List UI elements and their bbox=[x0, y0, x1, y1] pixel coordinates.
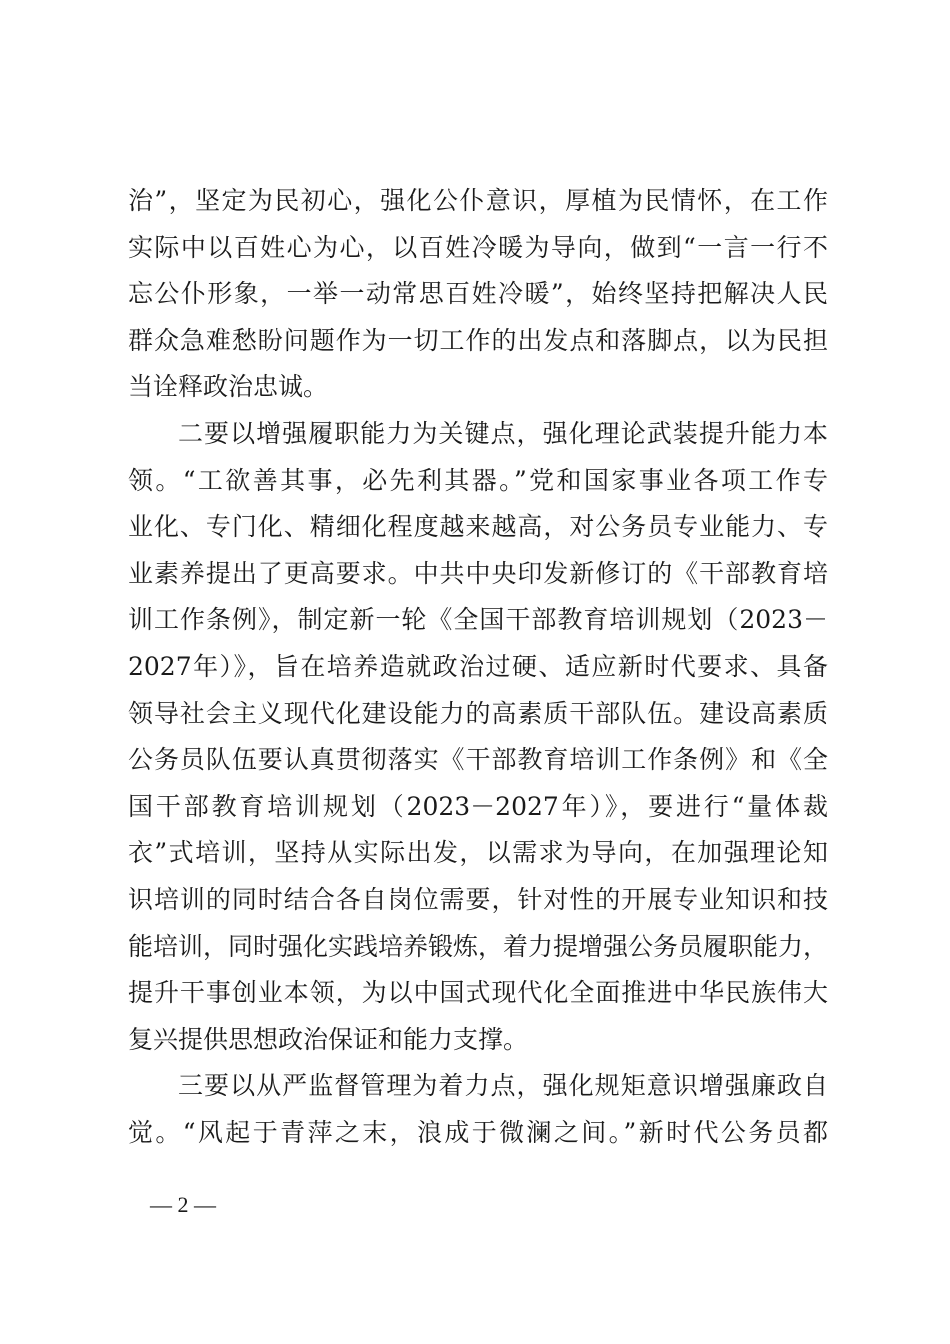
text-line: 三要以从严监督管理为着力点，强化规矩意识增强廉政自 bbox=[178, 1071, 828, 1101]
text-line: 衣”式培训，坚持从实际出发，以需求为导向，在加强理论知 bbox=[128, 838, 828, 868]
text-line: 实际中以百姓心为心，以百姓冷暖为导向，做到“一言一行不 bbox=[128, 232, 828, 262]
text-line: 二要以增强履职能力为关键点，强化理论武装提升能力本 bbox=[178, 418, 828, 448]
text-line: 2027年）》，旨在培养造就政治过硬、适应新时代要求、具备 bbox=[128, 651, 828, 681]
text-line: 训工作条例》，制定新一轮《全国干部教育培训规划（2023－ bbox=[128, 605, 828, 635]
text-line: 能培训，同时强化实践培养锻炼，着力提增强公务员履职能力， bbox=[128, 931, 829, 961]
text-line: 国干部教育培训规划（2023－2027年）》，要进行“量体裁 bbox=[128, 791, 828, 821]
text-line: 领。“工欲善其事，必先利其器。”党和国家事业各项工作专 bbox=[128, 465, 828, 495]
text-line: 复兴提供思想政治保证和能力支撑。 bbox=[128, 1024, 529, 1054]
body-text bbox=[128, 178, 828, 1156]
text-line: 公务员队伍要认真贯彻落实《干部教育培训工作条例》和《全 bbox=[128, 745, 828, 775]
text-line: 业化、专门化、精细化程度越来越高，对公务员专业能力、专 bbox=[128, 512, 828, 542]
text-line: 觉。“风起于青萍之末，浪成于微澜之间。”新时代公务员都 bbox=[128, 1117, 828, 1147]
page-number: — 2 — bbox=[150, 1192, 216, 1217]
text-line: 识培训的同时结合各自岗位需要，针对性的开展专业知识和技 bbox=[128, 884, 828, 914]
text-line: 群众急难愁盼问题作为一切工作的出发点和落脚点，以为民担 bbox=[128, 325, 828, 355]
text-line: 忘公仆形象，一举一动常思百姓冷暖”，始终坚持把解决人民 bbox=[128, 279, 828, 309]
text-line: 治”，坚定为民初心，强化公仆意识，厚植为民情怀，在工作 bbox=[128, 186, 828, 215]
text-line: 领导社会主义现代化建设能力的高素质干部队伍。建设高素质 bbox=[128, 698, 828, 728]
text-line: 业素养提出了更高要求。中共中央印发新修订的《干部教育培 bbox=[128, 558, 828, 588]
text-line: 当诠释政治忠诚。 bbox=[128, 372, 329, 402]
text-line: 提升干事创业本领，为以中国式现代化全面推进中华民族伟大 bbox=[128, 978, 828, 1008]
